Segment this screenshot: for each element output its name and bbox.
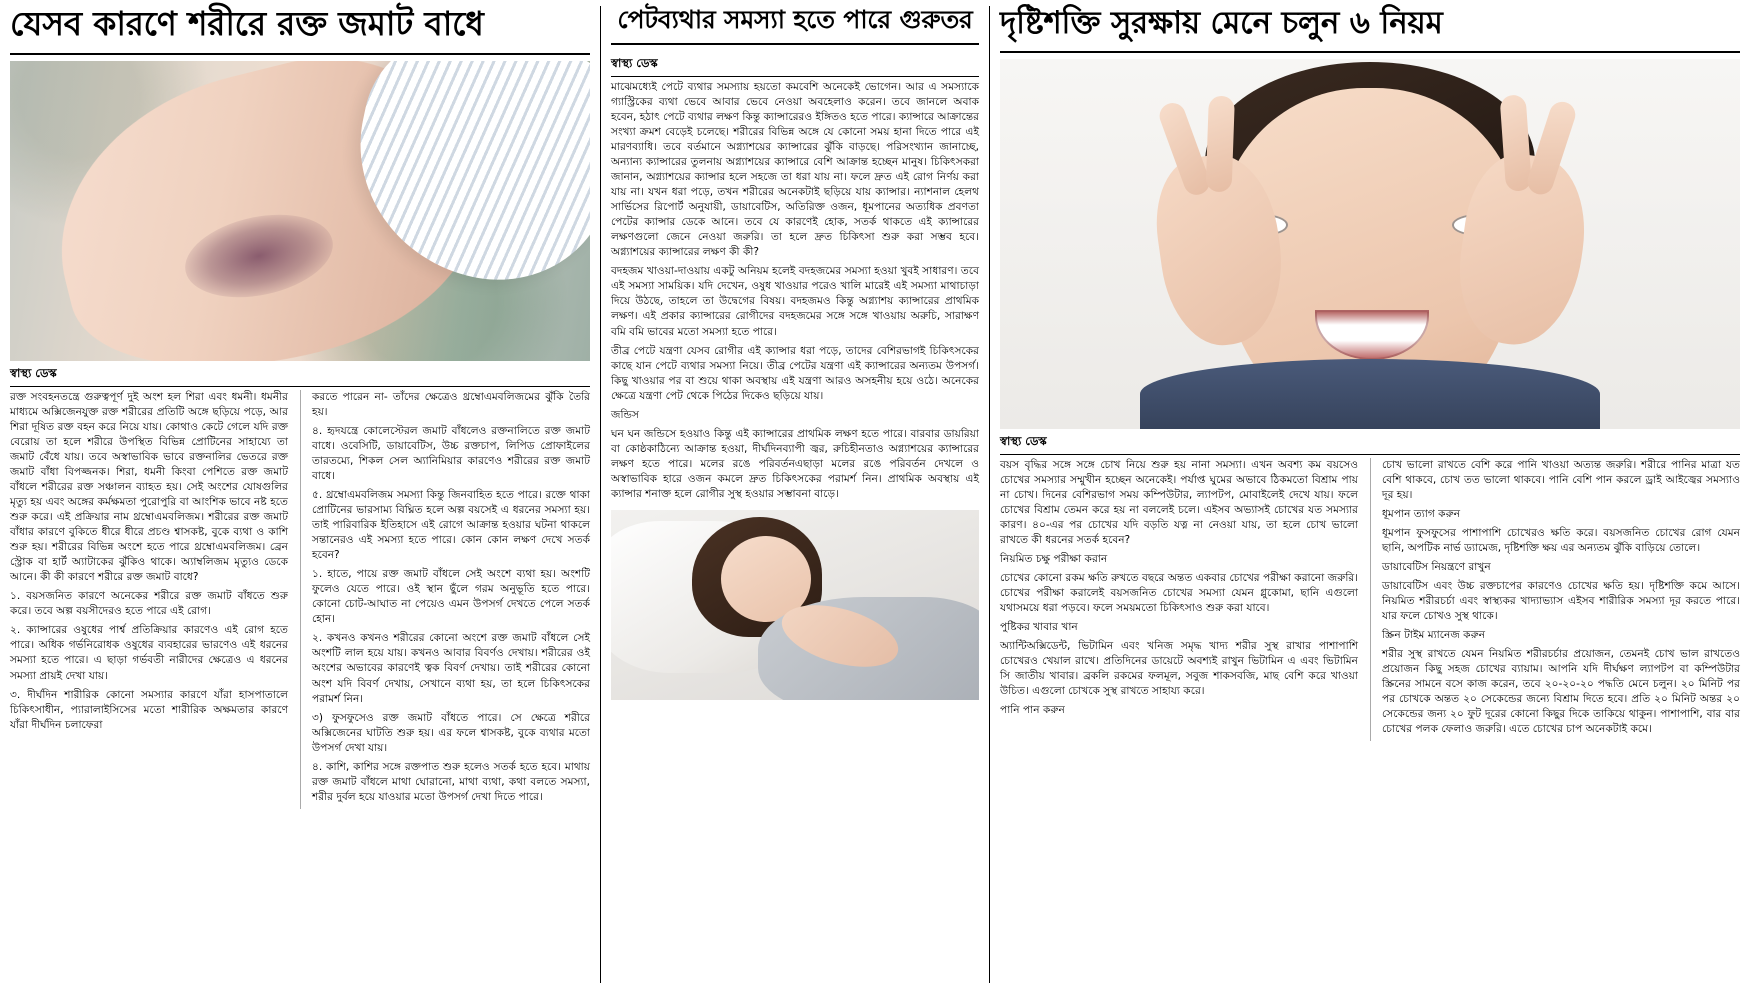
article-separator-1 [600,6,601,983]
paragraph: বয়স বৃদ্ধির সঙ্গে সঙ্গে চোখ নিয়ে শুরু হয় নানা সমস্যা। এখন অবশ্য কম বয়সেও চোখের সমস্যার সম্মুখীন হচ্ছেন অনেকেই। পর্যাপ্ত ঘুমের অভাবে ঠিকমতো বিশ্রাম পায় না চোখ। দিনের বেশিরভাগ সময় কম্পিউটার, ল্যাপটপ, মোবাইলেই দেখে যায়। ফলে চোখের বিশ্রাম তেমন করে হয় না বললেই চলে। এইসব অভ্যাসই চোখের যত সমস্যার কারণ। ৪০-এর পর চোখের যদি বড়তি যত্ন না নেওয়া যায়, তা হলে চোখ ভালো রাখতে কী ধরনের সতর্ক হবেন? [1000,458,1358,546]
finger [1206,95,1235,192]
paragraph: ৪. কাশি, কাশির সঙ্গে রক্তপাত শুরু হলেও সতর্ক হতে হবে। মাথায় রক্ত জমাট বাঁধলে মাথা ঘোরানো, মাথা ব্যথা, কথা বলতে সমস্যা, শরীর দুর্বল হয়ে যাওয়ার মতো উপসর্গ দেখা দিতে পারে। [312,760,590,803]
paragraph: ৪. হৃদযন্ত্রে কোলেস্টেরল জমাট বাঁধলেও রক্তনালিতে রক্ত জমাট বাধে। ওবেসিটি, ডায়াবেটিস, উচ্চ রক্তচাপ, লিপিড প্রোফাইলের তারতম্যে, শিকল সেল অ্যানিমিয়ার কারণেও শরীরের রক্ত জমাট বাধে। [312,425,590,483]
smiling-woman-eyes-photo [1000,59,1740,429]
paragraph: ধূমপান ফুসফুসের পাশাপাশি চোখেরও ক্ষতি করে। বয়সজনিত চোখের রোগ যেমন ছানি, অপটিক নার্ভ ড্যামেজ, দৃষ্টিশক্তি ক্ষয় এর অন্যতম ঝুঁকি বাড়িয়ে তোলে। [1382,526,1740,554]
paragraph: অ্যান্টিঅক্সিডেন্ট, ভিটামিন এবং খনিজ সমৃদ্ধ খাদ্য শরীর সুস্থ রাখার পাশাপাশি চোখেরও খেয়াল রাখে। প্রতিদিনের ডায়েটে অবশ্যই রাখুন ভিটামিন এ এবং ভিটামিন সি জাতীয় খাবার। ব্রকলি রকমের ফলমূল, সবুজ শাকসবজি, মাছ বেশি করে খাওয়া উচিত। এগুলো চোখকে সুস্থ রাখতে সাহায্য করে। [1000,640,1358,698]
shoulders-shape [1140,359,1600,429]
finger [1156,99,1213,198]
article-separator-2 [989,6,990,983]
paragraph: চোখের কোনো রকম ক্ষতি রুখতে বছরে অন্তত একবার চোখের পরীক্ষা করানো জরুরি। চোখের পরীক্ষা করালেই বয়সজনিত চোখের সমস্যা যেমন গ্লুকোমা, ছানি এগুলো যথাসময়ে ধরা পড়বে। ফলে সময়মতো চিকিৎসাও শুরু করা যাবে। [1000,571,1358,614]
article-blood-clot [10,6,590,983]
subheading: নিয়মিত চক্ষু পরীক্ষা করান [1000,552,1108,565]
page-title-blood-clot: যেসব কারণে শরীরে রক্ত জমাট বাধে [10,4,484,43]
paragraph: ২. ক্যান্সারের ওষুধের পার্শ্ব প্রতিক্রিয়ার কারণেও এই রোগ হতে পারে। অধিক গর্ভনিরোধক ওষুধের ব্যবহারের ভারণেও এই ধরনের সমস্যা হতে পারে। এ ছাড়া গর্ভবতী নারীদের ক্ষেত্রেও এ ধরনের সমস্যা প্রায়ই দেখা যায়। [10,624,288,682]
paragraph: ৩. দীর্ঘদিন শারীরিক কোনো সমস্যার কারণে যাঁরা হাসপাতালে চিকিৎসাধীন, প্যারালাইসিসের মতো শারীরিক অক্ষমতার কারণে যাঁরা দীর্ঘদিন চলাফেরা [10,688,288,731]
paragraph: মাঝেমধ্যেই পেটে ব্যথার সমস্যায় হয়তো কমবেশি অনেকেই ভোগেন। আর এ সমস্যাকে গ্যাস্ট্রিকের ব্যথা ভেবে আবার ভেবে নেওয়া অবহেলাও করেন। তবে জানলে অবাক হবেন, হঠাৎ পেটে ব্যথার লক্ষণ কিন্তু ক্যান্সারেরও ইঙ্গিতও হতে পারে। ক্যান্সারে আক্রান্তের সংখ্যা ক্রমশ বেড়েই চলেছে। শরীরের বিভিন্ন অঙ্গে যে কোনো সময় হানা দিতে পারে এই মারণব্যাধি। তবে বর্তমানে অগ্ন্যাশয়ের ক্যান্সারের ঝুঁকি বাড়ছে। পরিসংখ্যান জানাচ্ছে, অন্যান্য ক্যান্সারের তুলনায় অগ্ন্যাশয়ের ক্যান্সারে বেশি আক্রান্ত হচ্ছেন মানুষ। চিকিৎসকরা জানান, অগ্ন্যাশয়ের ক্যান্সার হলে সহজে তা ধরা যায় না। ফলে দ্রুত এই রোগ নির্ণয় করা যায় না। যখন ধরা পড়ে, তখন শরীরের অনেকটাই ছড়িয়ে যায় ক্যান্সার। ন্যাশনাল হেলথ সার্ভিসের রিপোর্ট অনুযায়ী, ডায়াবেটিস, অতিরিক্ত ওজন, ধূমপানের অত্যধিক প্রবণতা পেটের ক্যান্সার ডেকে আনে। তবে যে কারণেই হোক, সতর্ক থাকতে এই ক্যান্সারের লক্ষণগুলো জেনে নেওয়া জরুরি। তা হলে দ্রুত চিকিৎসা শুরু করা সম্ভব হবে। অগ্ন্যাশয়ের ক্যান্সারের লক্ষণ কী কী? [611,81,979,259]
paragraph: তীব্র পেটে যন্ত্রণা যেসব রোগীর এই ক্যান্সার ধরা পড়ে, তাদের বেশিরভাগই চিকিৎসকের কাছে যান পেটে ব্যথার সমস্যা নিয়ে। তীব্র পেটের যন্ত্রণা এই ক্যান্সারের অন্যতম উপসর্গ। কিছু খাওয়ার পর বা শুয়ে থাকা অবস্থায় এই যন্ত্রণা আরও অসহনীয় হয়ে ওঠে। অনেকের ক্ষেত্রে যন্ত্রণা পেট থেকে পিঠের দিকেও ছড়িয়ে যায়। [611,344,979,402]
paragraph: ১. হাতে, পায়ে রক্ত জমাট বাঁধলে সেই অংশে ব্যথা হয়। অংশটি ফুলেও যেতে পারে। ওই স্থান ছুঁলে গরম অনুভূতি হতে পারে। কোনো চোট-আঘাত না পেয়েও এমন উপসর্গ দেখতে পেলে সতর্ক হোন। [312,568,590,626]
byline-eye-care: স্বাস্থ্য ডেস্ক [1000,433,1740,455]
subheading: পানি পান করুন [1000,704,1065,717]
column-1 [10,390,288,737]
paragraph: ৩) ফুসফুসেও রক্ত জমাট বাঁধতে পারে। সে ক্ষেত্রে শরীরে অক্সিজেনের ঘাটতি শুরু হয়। এর ফলে শ্বাসকষ্ট, বুকে ব্যথার মতো উপসর্গ দেখা যায়। [312,711,590,754]
paragraph: চোখ ভালো রাখতে বেশি করে পানি খাওয়া অত্যন্ত জরুরি। শরীরে পানির মাত্রা যত বেশি থাকবে, চোখ তত ভালো থাকবে। পানি বেশি পান করলে ড্রাই আইজ্বের সমস্যাও দূর হয়। [1382,458,1740,501]
column-1 [611,80,979,706]
bruised-arm-photo [10,61,590,361]
article-columns-stomach-pain [611,80,979,706]
subheading: ডায়াবেটিস নিয়ন্ত্রণে রাখুন [1382,560,1491,573]
subheading: ধূমপান ত্যাগ করুন [1382,507,1461,520]
page-title-stomach-pain: পেটব্যথার সমস্যা হতে পারে গুরুতর [617,5,973,34]
article-eye-care [1000,6,1740,983]
subheading: পুষ্টিকর খাবার খান [1000,621,1078,634]
article-columns-blood-clot [10,390,590,809]
column-2 [1370,458,1740,742]
subheading: জন্ডিস [611,408,639,421]
article-stomach-pain [611,6,979,983]
paragraph: বদহজম খাওয়া-দাওয়ায় একটু অনিয়ম হলেই বদহজমের সমস্যা হওয়া খুবই সাধারণ। তবে এই সমস্যা সাময়িক। যদি দেখেন, ওষুধ খাওয়ার পরেও খালি মারেই এই সমস্যা মাথাচাড়া দিয়ে উঠছে, তাহলে তা উদ্বেগের বিষয়। বদহজমও কিন্তু অগ্ন্যাশয় ক্যান্সারের প্রাথমিক লক্ষণ। এই প্রকার ক্যান্সারের রোগীদের বদহজমের সঙ্গে সঙ্গে খাওয়ায় অরুচি, সারাক্ষণ বমি বমি ভাবের মতো সমস্যা হতে পারে। [611,265,979,338]
column-2 [300,390,590,809]
byline-blood-clot: স্বাস্থ্য ডেস্ক [10,365,590,387]
headline-rule [10,53,590,55]
page-title-eye-care: দৃষ্টিশক্তি সুরক্ষায় মেনে চলুন ৬ নিয়ম [1000,5,1443,41]
paragraph: ৫. থ্রম্বোএমবলিজম সমস্যা কিন্তু জিনবাহিত হতে পারে। রক্তে থাকা প্রোটিনের ভারসাম্য বিঘ্নিত হলে অল্প বয়সেই এ ধরনের সমস্যা হয়। তাই পারিবারিক ইতিহাসে এই রোগে আক্রান্ত হওয়ার ঘটনা থাকলে সন্তানেরও এই সমস্যা হতে পারে। কোন কোন লক্ষণ দেখে সতর্ক হবেন? [312,489,590,562]
paragraph: ১. বয়সজনিত কারণে অনেকের শরীরে রক্ত জমাট বাঁধতে শুরু করে। তবে অল্প বয়সীদেরও হতে পারে এই রোগ। [10,590,288,618]
column-1 [1000,458,1358,723]
paragraph: ২. কখনও কখনও শরীরের কোনো অংশে রক্ত জমাট বাঁধলে সেই অংশটি লাল হয়ে যায়। কখনও আবার বিবর্ণও দেখায়। শরীরের ওই অংশের অভাবের কারণেই ত্বক বিবর্ণ দেখায়। তাই শরীরের কোনো অংশ যদি বিবর্ণ দেখায়, সেখানে ব্যথা হয়, তা হলে চিকিৎসকের পরামর্শ নিন। [312,632,590,705]
subheading: স্ক্রিন টাইম ম্যানেজ করুন [1382,629,1486,642]
article-columns-eye-care [1000,458,1740,742]
headline-rule [611,43,979,45]
paragraph: ডায়াবেটিস এবং উচ্চ রক্তচাপের কারণেও চোখের ক্ষতি হয়। দৃষ্টিশক্তি কমে আসে। নিয়মিত শরীরচর্চা এবং স্বাস্থ্যকর খাদ্যাভ্যাস এইসব শারীরিক সমস্যা দূর করতে পারে। যার ফলে চোখও সুস্থ থাকে। [1382,579,1740,622]
paragraph: ঘন ঘন জন্ডিসে হওয়াও কিন্তু এই ক্যান্সারের প্রাথমিক লক্ষণ হতে পারে। বারবার ডায়রিয়া বা কোষ্ঠকাঠিন্যে আক্রান্ত হওয়া, দীর্ঘদিনব্যাপী জ্বর, রুচিহীনতাও অগ্ন্যাশয়ের ক্যান্সারের লক্ষণ হতে পারে। মলের রঙে পরিবর্তনএছাড়া মলের রঙে পরিবর্তন দেখলে ও অস্বাভাবিক হারে ওজন কমলে দ্রুত চিকিৎসকের পরামর্শ নিন। প্রাথমিক অবস্থায় এই ক্যান্সার শনাক্ত হলে রোগীর সুস্থ হওয়ার সম্ভাবনা বাড়ে। [611,427,979,500]
paragraph: করতে পারেন না- তাঁদের ক্ষেত্রেও থ্রম্বোএমবলিজমের ঝুঁকি তৈরি হয়। [312,390,590,418]
byline-stomach-pain: স্বাস্থ্য ডেস্ক [611,55,979,77]
woman-in-bed-photo [611,510,979,700]
paragraph: রক্ত সংবহনতন্ত্রে গুরুত্বপূর্ণ দুই অংশ হল শিরা এবং ধমনী। ধমনীর মাধ্যমে অক্সিজেনযুক্ত রক্ত শরীরের প্রতিটি অঙ্গে ছড়িয়ে পড়ে, আর শিরা দূষিত রক্ত বহন করে নিয়ে যায়। কোথাও কেটে গেলে যদি রক্ত বেরোয় তা হলে শরীরে উপস্থিত বিভিন্ন প্রোটিনের সাহায্যে তা জমাট বেঁধে যায়। তবে অস্বাভাবিক ভাবে রক্তনালির ভেতরে রক্ত জমাট বাঁধা বিপজ্জনক। শিরা, ধমনী কিংবা পেশিতে রক্ত জমাট বাঁধলে শরীরের রক্ত সঞ্চালন ব্যাহত হয়। সেই অংশের যোষগুলির মৃত্যু হয় এবং অঙ্গের কর্মক্ষমতা পুরোপুরি বা আংশিক ভাবে নষ্ট হতে শুরু করে। এই প্রক্রিয়ার নাম থ্রম্বোএমবলিজম। শরীরের রক্ত জমাট বাঁধার কারণে বুকিতে ধীরে ধীরে প্রচণ্ড শ্বাসকষ্ট, বুকে ব্যথা ও কাশি শুরু হয়। শরীরের বিভিন্ন অংশে হতে পারে থ্রম্বোএমবলিজম। ব্রেন স্ট্রোক বা হার্ট অ্যাটাকের ঝুঁকিও থাকে। অ্যাম্বলিজম মৃত্যুও ডেকে আনে। কী কী কারণে শরীরে রক্ত জমাট বাধে? [10,390,288,584]
headline-rule [1000,51,1740,53]
paragraph: শরীর সুস্থ রাখতে যেমন নিয়মিত শরীরচর্চার প্রয়োজন, তেমনই চোখ ভাল রাখতেও প্রয়োজন কিছু সহজ চোখের ব্যায়াম। আপনি যদি দীর্ঘক্ষণ ল্যাপটপ বা কম্পিউটার স্ক্রিনের সামনে বসে কাজ করেন, তবে ২০-২০-২০ পদ্ধতি মেনে চলুন। ২০ মিনিট পর পর চোখকে অন্তত ২০ সেকেন্ডের জন্যে বিশ্রাম দিতে হবে। প্রতি ২০ মিনিট অন্তর ২০ সেকেন্ডের জন্য ২০ ফুট দূরের কোনো কিছুর দিকে তাকিয়ে থাকুন। পাশাপাশি, বার বার চোখের পলক ফেলাও জরুরি। এতে চোখের চাপ অনেকটাই কমে। [1382,648,1740,736]
